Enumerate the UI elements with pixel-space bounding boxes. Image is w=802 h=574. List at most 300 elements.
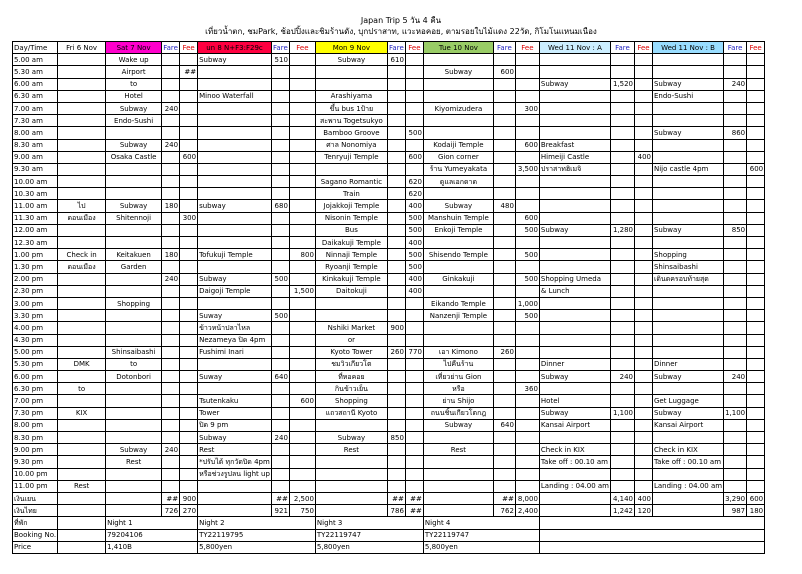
trip-subtitle: เที่ยวน้ำตก, ชมPark, ช้อปปิ้งและชิมร้านดัง, บุกปราสาท, แวะหอคอย, ตามรอยใบไม้แดง 22วัด, กิโมโนแหนมเนือง: [205, 27, 597, 36]
activity-cell: [198, 261, 272, 273]
hotel-empty: [539, 529, 764, 541]
activity-cell: [652, 139, 723, 151]
fee-cell: 400: [634, 151, 652, 163]
time-cell: 10.30 am: [13, 188, 58, 200]
activity-cell: [423, 468, 493, 480]
fee-cell: [289, 419, 315, 431]
fare-cell: [387, 407, 405, 419]
fare-cell: 260: [387, 346, 405, 358]
fare-cell: [162, 322, 180, 334]
activity-cell: Dotonbori: [106, 371, 162, 383]
fee-cell: 400: [405, 200, 423, 212]
total-fee: 900: [180, 492, 198, 504]
fee-cell: [747, 358, 765, 370]
fee-cell: [180, 468, 198, 480]
fee-cell: 600: [289, 395, 315, 407]
activity-cell: [652, 468, 723, 480]
fare-cell: [271, 297, 289, 309]
fee-cell: [405, 310, 423, 322]
day-header: Sat 7 Nov: [106, 42, 162, 54]
activity-cell: Subway: [106, 200, 162, 212]
activity-cell: ชมวิวเกียวโต: [315, 358, 387, 370]
day-header: Wed 11 Nov : B: [652, 42, 723, 54]
time-row: [13, 163, 765, 175]
activity-cell: Minoo Waterfall: [198, 90, 272, 102]
time-row: [13, 322, 765, 334]
fee-cell: [634, 297, 652, 309]
fee-cell: 600: [180, 151, 198, 163]
activity-cell: สะพาน Togetsukyo: [315, 115, 387, 127]
time-row: [13, 419, 765, 431]
activity-cell: [539, 200, 610, 212]
fee-cell: [515, 78, 539, 90]
activity-cell: [198, 127, 272, 139]
time-cell: 8.30 pm: [13, 432, 58, 444]
activity-cell: KIX: [58, 407, 106, 419]
time-row: [13, 383, 765, 395]
activity-cell: Suway: [198, 310, 272, 322]
fee-cell: [289, 407, 315, 419]
fare-cell: [493, 139, 515, 151]
activity-cell: DMK: [58, 358, 106, 370]
activity-cell: [652, 285, 723, 297]
fare-cell: [610, 176, 634, 188]
activity-cell: [423, 54, 493, 66]
fare-cell: [271, 407, 289, 419]
activity-cell: [106, 383, 162, 395]
activity-cell: [106, 310, 162, 322]
fare-cell: [162, 383, 180, 395]
activity-cell: [423, 432, 493, 444]
time-cell: 6.00 pm: [13, 371, 58, 383]
fare-cell: [387, 480, 405, 492]
fare-cell: [162, 151, 180, 163]
activity-cell: [423, 188, 493, 200]
activity-cell: Tower: [198, 407, 272, 419]
fee-cell: [515, 54, 539, 66]
fare-cell: [610, 188, 634, 200]
fee-cell: 400: [405, 273, 423, 285]
time-row: [13, 249, 765, 261]
fare-cell: [493, 102, 515, 114]
time-row: [13, 127, 765, 139]
fare-cell: [271, 383, 289, 395]
activity-cell: [198, 480, 272, 492]
fare-cell: [493, 334, 515, 346]
fee-cell: [747, 371, 765, 383]
fee-cell: [180, 224, 198, 236]
activity-cell: [106, 176, 162, 188]
fee-cell: [515, 468, 539, 480]
fare-cell: [271, 419, 289, 431]
activity-cell: [539, 212, 610, 224]
fare-cell: [724, 456, 747, 468]
fee-cell: [405, 444, 423, 456]
activity-cell: [539, 432, 610, 444]
fee-cell: 500: [515, 273, 539, 285]
activity-cell: [652, 212, 723, 224]
activity-cell: Bus: [315, 224, 387, 236]
time-row: [13, 115, 765, 127]
fare-cell: [610, 115, 634, 127]
fee-cell: [180, 334, 198, 346]
fee-cell: [180, 261, 198, 273]
activity-cell: Nanzenji Temple: [423, 310, 493, 322]
activity-cell: to: [106, 78, 162, 90]
fee-cell: [180, 358, 198, 370]
activity-cell: [58, 151, 106, 163]
activity-cell: [198, 115, 272, 127]
activity-cell: Daigoji Temple: [198, 285, 272, 297]
activity-cell: Subway: [652, 371, 723, 383]
fare-cell: [724, 151, 747, 163]
time-row: [13, 358, 765, 370]
total-fare: 762: [493, 505, 515, 517]
fare-cell: 240: [724, 371, 747, 383]
time-row: [13, 456, 765, 468]
fare-cell: [610, 468, 634, 480]
fare-cell: [162, 371, 180, 383]
activity-cell: [423, 285, 493, 297]
activity-cell: Subway: [652, 407, 723, 419]
activity-cell: Endo-Sushi: [106, 115, 162, 127]
fare-cell: [387, 139, 405, 151]
activity-cell: [58, 115, 106, 127]
activity-cell: Subway: [539, 78, 610, 90]
activity-cell: ย่าน Shijo: [423, 395, 493, 407]
time-cell: 11.00 am: [13, 200, 58, 212]
fee-cell: [405, 78, 423, 90]
day-header: Mon 9 Nov: [315, 42, 387, 54]
time-cell: 5.00 pm: [13, 346, 58, 358]
activity-cell: [315, 456, 387, 468]
hotel-booking: TY22119795: [198, 529, 316, 541]
fare-cell: [610, 90, 634, 102]
activity-cell: [106, 127, 162, 139]
activity-cell: [423, 127, 493, 139]
fare-cell: [271, 151, 289, 163]
activity-cell: Keitakuen: [106, 249, 162, 261]
fee-cell: [515, 66, 539, 78]
activity-cell: Hotel: [539, 395, 610, 407]
fare-cell: [162, 66, 180, 78]
fare-cell: [271, 249, 289, 261]
fee-cell: [515, 322, 539, 334]
activity-cell: ศาล Nonomiya: [315, 139, 387, 151]
itinerary-table: [12, 41, 765, 554]
fee-cell: [634, 237, 652, 249]
fee-cell: [515, 334, 539, 346]
fare-cell: [387, 273, 405, 285]
fee-cell: [747, 419, 765, 431]
total-fee: 180: [747, 505, 765, 517]
fare-cell: [271, 224, 289, 236]
activity-cell: [198, 163, 272, 175]
day-header: un 8 N+F3:F29c: [198, 42, 272, 54]
fee-cell: 600: [515, 139, 539, 151]
fare-cell: [271, 237, 289, 249]
fare-cell: [724, 334, 747, 346]
activity-cell: ไปคืนร้าน: [423, 358, 493, 370]
activity-cell: [539, 383, 610, 395]
fare-cell: [162, 310, 180, 322]
time-cell: 2.00 pm: [13, 273, 58, 285]
activity-cell: [652, 176, 723, 188]
fee-cell: [634, 212, 652, 224]
fee-cell: [405, 163, 423, 175]
fee-cell: [289, 273, 315, 285]
fee-cell: [180, 285, 198, 297]
fare-cell: [271, 212, 289, 224]
activity-cell: [423, 261, 493, 273]
activity-cell: [652, 432, 723, 444]
activity-cell: Train: [315, 188, 387, 200]
fee-cell: [515, 176, 539, 188]
activity-cell: [106, 419, 162, 431]
activity-cell: [423, 237, 493, 249]
fee-cell: ##: [180, 66, 198, 78]
fee-cell: [515, 419, 539, 431]
total-spacer: [423, 505, 493, 517]
activity-cell: Rest: [423, 444, 493, 456]
fare-cell: 1,520: [610, 78, 634, 90]
activity-cell: Manshuin Temple: [423, 212, 493, 224]
fee-cell: [405, 407, 423, 419]
activity-cell: [423, 480, 493, 492]
total-fee: ##: [405, 492, 423, 504]
fare-cell: 180: [162, 249, 180, 261]
fee-cell: [289, 383, 315, 395]
fee-cell: [747, 249, 765, 261]
fee-cell: 600: [515, 212, 539, 224]
total-fee: ##: [405, 505, 423, 517]
activity-cell: Enkoji Temple: [423, 224, 493, 236]
fee-cell: [634, 444, 652, 456]
fare-cell: [271, 115, 289, 127]
total-spacer: [652, 492, 723, 504]
fee-cell: [747, 90, 765, 102]
activity-cell: Airport: [106, 66, 162, 78]
activity-cell: ดอนเมือง: [58, 261, 106, 273]
activity-cell: Jojakkoji Temple: [315, 200, 387, 212]
fee-cell: 500: [405, 261, 423, 273]
fare-cell: 240: [162, 139, 180, 151]
fare-cell: 240: [724, 78, 747, 90]
fare-header: Fare: [387, 42, 405, 54]
fare-header: Fare: [162, 42, 180, 54]
time-cell: 11.00 pm: [13, 480, 58, 492]
activity-cell: Wake up: [106, 54, 162, 66]
activity-cell: [539, 237, 610, 249]
activity-cell: Subway: [423, 66, 493, 78]
fee-cell: 300: [515, 102, 539, 114]
fee-cell: [634, 188, 652, 200]
fare-cell: [387, 66, 405, 78]
activity-cell: [652, 346, 723, 358]
fee-cell: [747, 395, 765, 407]
fare-cell: [493, 212, 515, 224]
fee-cell: [634, 419, 652, 431]
fare-cell: [610, 395, 634, 407]
time-row: [13, 78, 765, 90]
hotel-name: Night 1: [106, 517, 198, 529]
hotel-price: 5,800yen: [315, 541, 423, 553]
activity-cell: [106, 163, 162, 175]
total-spacer: [539, 492, 610, 504]
activity-cell: Tsutenkaku: [198, 395, 272, 407]
fare-cell: [610, 200, 634, 212]
fare-cell: [387, 371, 405, 383]
fee-cell: 600: [747, 163, 765, 175]
activity-cell: Breakfast: [539, 139, 610, 151]
activity-cell: [539, 346, 610, 358]
hotel-empty: [539, 517, 764, 529]
hotel-spacer: [58, 541, 106, 553]
activity-cell: Subway: [106, 139, 162, 151]
fee-cell: [634, 358, 652, 370]
time-row: [13, 151, 765, 163]
fee-cell: [515, 407, 539, 419]
fare-cell: [610, 432, 634, 444]
fee-cell: [747, 237, 765, 249]
activity-cell: [58, 163, 106, 175]
total-spacer: [652, 505, 723, 517]
fare-cell: [724, 432, 747, 444]
activity-cell: Subway: [198, 432, 272, 444]
fare-cell: [724, 480, 747, 492]
fee-cell: [405, 383, 423, 395]
fare-cell: [387, 151, 405, 163]
activity-cell: ปิด 9 pm: [198, 419, 272, 431]
time-cell: 8.00 am: [13, 127, 58, 139]
activity-cell: [106, 188, 162, 200]
fare-cell: 900: [387, 322, 405, 334]
time-cell: 9.00 am: [13, 151, 58, 163]
activity-cell: [539, 249, 610, 261]
activity-cell: Kiyomizudera: [423, 102, 493, 114]
time-cell: 3.30 pm: [13, 310, 58, 322]
activity-cell: [315, 78, 387, 90]
fee-cell: 400: [405, 285, 423, 297]
activity-cell: [106, 395, 162, 407]
fee-cell: [289, 468, 315, 480]
activity-cell: [652, 322, 723, 334]
activity-cell: Endo-Sushi: [652, 90, 723, 102]
total-fee: 400: [634, 492, 652, 504]
hotel-booking: TY22119747: [315, 529, 423, 541]
time-header: Day/Time: [13, 42, 58, 54]
fee-cell: 360: [515, 383, 539, 395]
activity-cell: ที่หอคอย: [315, 371, 387, 383]
activity-cell: Subway: [106, 102, 162, 114]
activity-cell: [58, 432, 106, 444]
activity-cell: Arashiyama: [315, 90, 387, 102]
activity-cell: Check in KIX: [652, 444, 723, 456]
fee-cell: [289, 66, 315, 78]
hotel-price: 5,800yen: [423, 541, 539, 553]
fare-cell: 240: [610, 371, 634, 383]
fare-cell: [724, 249, 747, 261]
activity-cell: [423, 78, 493, 90]
fee-cell: [747, 407, 765, 419]
activity-cell: ปราสาทฮิเมจิ: [539, 163, 610, 175]
fee-cell: [634, 322, 652, 334]
fare-cell: [493, 285, 515, 297]
fee-cell: [634, 139, 652, 151]
activity-cell: Rest: [315, 444, 387, 456]
activity-cell: [652, 383, 723, 395]
fare-header: Fare: [610, 42, 634, 54]
fare-cell: [493, 444, 515, 456]
fee-cell: [180, 90, 198, 102]
fare-cell: [610, 383, 634, 395]
fee-cell: [289, 127, 315, 139]
total-spacer: [423, 492, 493, 504]
activity-cell: Shopping: [652, 249, 723, 261]
fare-cell: [162, 407, 180, 419]
activity-cell: Sagano Romantic: [315, 176, 387, 188]
day-header: Fri 6 Nov: [58, 42, 106, 54]
fare-cell: [493, 188, 515, 200]
fee-cell: [289, 102, 315, 114]
fare-cell: [610, 212, 634, 224]
fee-cell: 500: [515, 310, 539, 322]
fare-cell: 260: [493, 346, 515, 358]
fee-cell: [405, 102, 423, 114]
fee-cell: [634, 115, 652, 127]
activity-cell: [106, 273, 162, 285]
activity-cell: [315, 297, 387, 309]
activity-cell: Ginkakuji: [423, 273, 493, 285]
fee-cell: [405, 456, 423, 468]
fee-cell: [180, 456, 198, 468]
time-row: [13, 285, 765, 297]
activity-cell: [58, 224, 106, 236]
fee-cell: [515, 200, 539, 212]
fee-cell: [289, 200, 315, 212]
fare-header: Fare: [493, 42, 515, 54]
activity-cell: [198, 176, 272, 188]
activity-cell: หรือช่วงรูปลน light up: [198, 468, 272, 480]
activity-cell: [539, 310, 610, 322]
fare-cell: [724, 188, 747, 200]
fare-cell: [724, 419, 747, 431]
fee-cell: [747, 115, 765, 127]
fare-cell: 1,280: [610, 224, 634, 236]
fare-cell: [387, 212, 405, 224]
activity-cell: Nezameya ปิด 4pm: [198, 334, 272, 346]
fare-cell: 850: [724, 224, 747, 236]
activity-cell: Subway: [539, 224, 610, 236]
fare-cell: [493, 237, 515, 249]
fare-cell: [387, 285, 405, 297]
fare-cell: [493, 176, 515, 188]
fare-cell: [610, 310, 634, 322]
time-row: [13, 90, 765, 102]
fare-cell: [162, 432, 180, 444]
fee-cell: 500: [405, 127, 423, 139]
fee-cell: [289, 176, 315, 188]
activity-cell: [198, 358, 272, 370]
fare-cell: [271, 444, 289, 456]
activity-cell: Subway: [198, 54, 272, 66]
fee-cell: [634, 90, 652, 102]
fee-cell: 500: [405, 212, 423, 224]
activity-cell: [58, 176, 106, 188]
activity-cell: [58, 237, 106, 249]
fare-cell: [493, 468, 515, 480]
fare-cell: [271, 139, 289, 151]
